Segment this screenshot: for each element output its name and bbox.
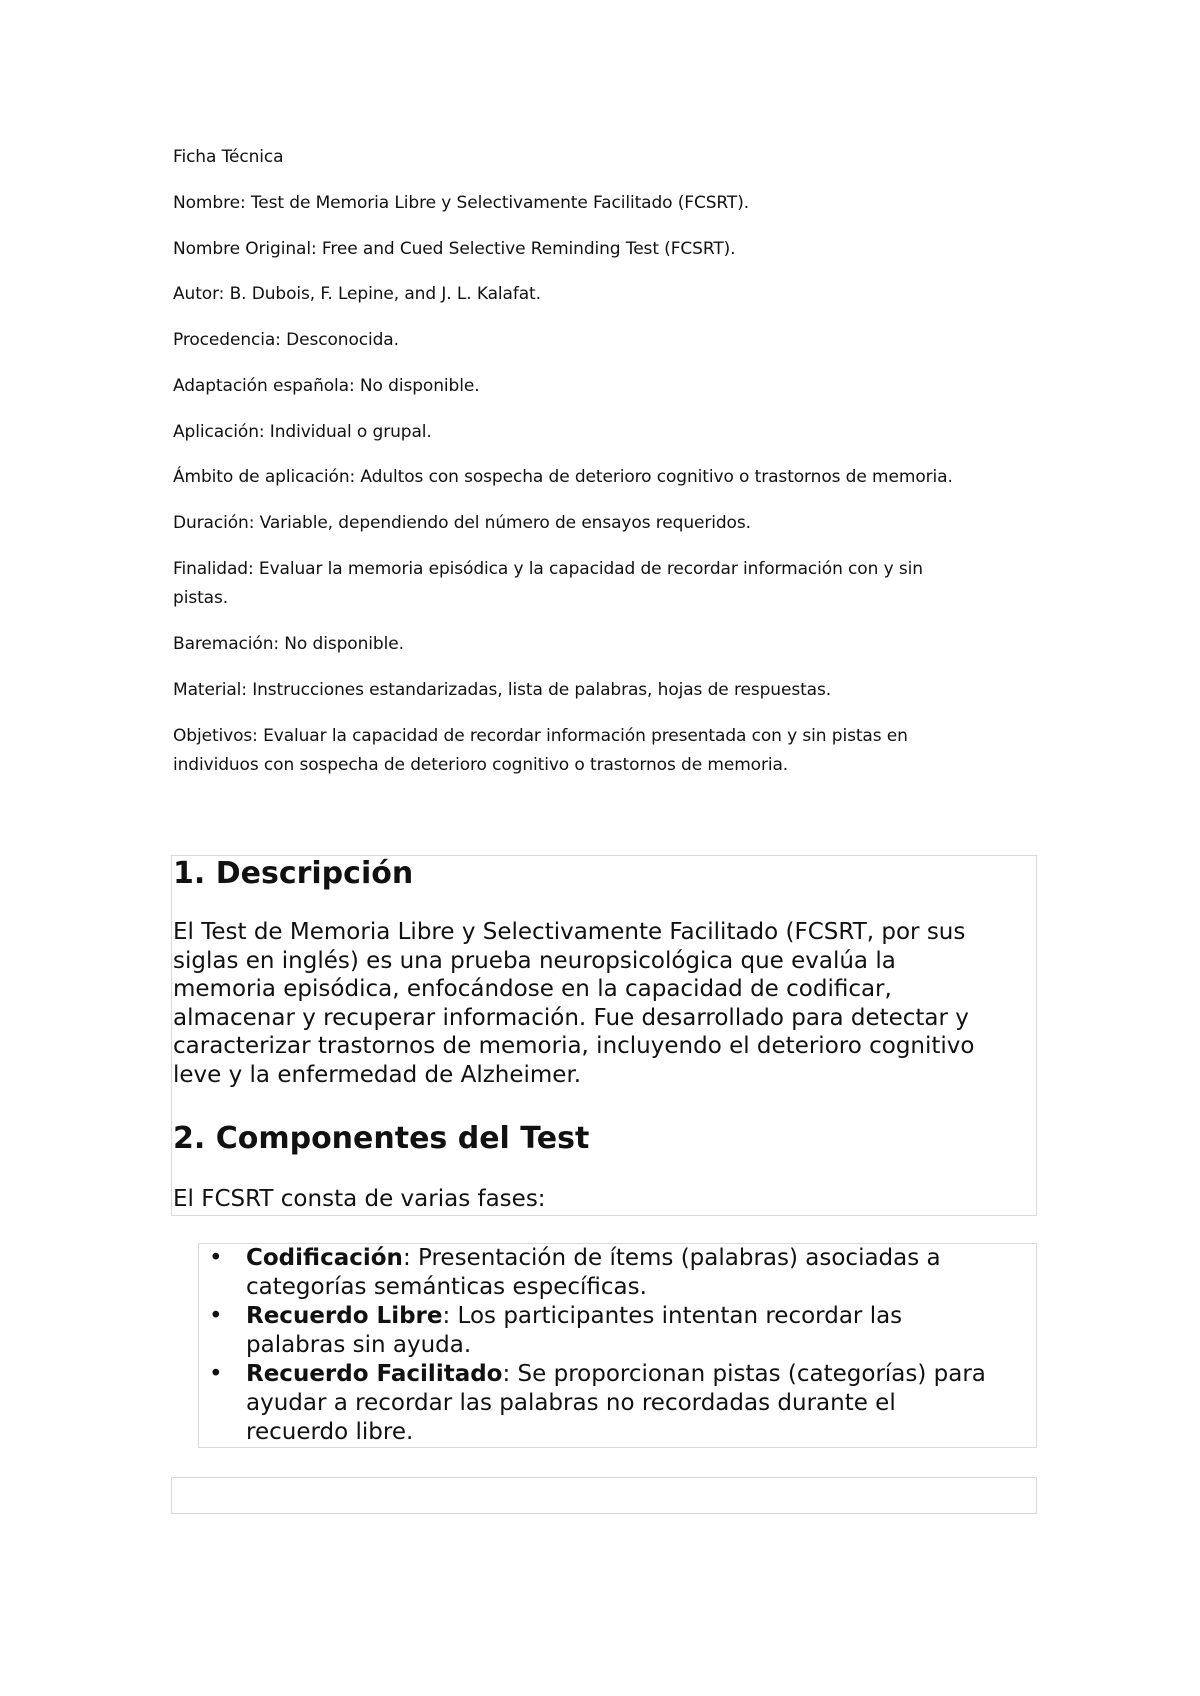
section1-line: siglas en inglés) es una prueba neuropsicológica que evalúa la [173,948,896,974]
section1-line: almacenar y recuperar información. Fue desarrollado para detectar y [173,1005,969,1031]
sheet-line-objetivos-cont: individuos con sospecha de deterioro cognitivo o trastornos de memoria. [173,755,789,775]
section2-heading: 2. Componentes del Test [173,1121,590,1156]
sheet-line-autor: Autor: B. Dubois, F. Lepine, and J. L. Kalafat. [173,284,541,304]
list-item-term: Recuerdo Facilitado [246,1361,503,1387]
list-item-text-cont: ayudar a recordar las palabras no recordadas durante el [246,1390,896,1416]
sheet-line-objetivos: Objetivos: Evaluar la capacidad de recordar información presentada con y sin pistas en [173,726,908,746]
section1-line: memoria episódica, enfocándose en la capacidad de codificar, [173,976,892,1002]
sheet-line-nombre: Nombre: Test de Memoria Libre y Selectivamente Facilitado (FCSRT). [173,193,750,213]
list-item-text-cont: categorías semánticas específicas. [246,1274,647,1300]
sheet-line-procedencia: Procedencia: Desconocida. [173,330,399,350]
sheet-line-finalidad-cont: pistas. [173,588,229,608]
section1-heading: 1. Descripción [173,856,414,891]
section1-line: leve y la enfermedad de Alzheimer. [173,1062,582,1088]
list-item-recuerdo-libre [200,1302,1036,1360]
sheet-line-ambito: Ámbito de aplicación: Adultos con sospecha de deterioro cognitivo o trastornos de memoria. [173,467,953,487]
sheet-line-aplicacion: Aplicación: Individual o grupal. [173,422,432,442]
bullet-icon: • [209,1245,223,1271]
list-item-text-cont: palabras sin ayuda. [246,1332,472,1358]
sheet-line-baremacion: Baremación: No disponible. [173,634,404,654]
list-item-text: : Los participantes intentan recordar las [442,1303,903,1329]
empty-box [171,1477,1037,1514]
list-item-recuerdo-facilitado [200,1360,1036,1447]
list-item-text: : Se proporcionan pistas (categorías) para [502,1361,986,1387]
bullet-icon: • [209,1361,223,1387]
components-list [200,1244,1036,1447]
sheet-line-adaptacion: Adaptación española: No disponible. [173,376,480,396]
sheet-line-nombre-original: Nombre Original: Free and Cued Selective Reminding Test (FCSRT). [173,239,736,259]
sheet-line-finalidad: Finalidad: Evaluar la memoria episódica y la capacidad de recordar información con y sin [173,559,923,579]
list-item-term: Codificación [246,1245,403,1271]
list-item-text: : Presentación de ítems (palabras) asociadas a [402,1245,941,1271]
list-item-term: Recuerdo Libre [246,1303,443,1329]
sheet-title: Ficha Técnica [173,147,284,167]
bullet-icon: • [209,1303,223,1329]
sheet-line-material: Material: Instrucciones estandarizadas, lista de palabras, hojas de respuestas. [173,680,832,700]
list-item-text-cont: recuerdo libre. [246,1419,414,1445]
list-item-codificacion [200,1244,1036,1302]
section2-intro: El FCSRT consta de varias fases: [173,1186,546,1212]
section1-line: caracterizar trastornos de memoria, incluyendo el deterioro cognitivo [173,1033,975,1059]
section1-line: El Test de Memoria Libre y Selectivamente Facilitado (FCSRT, por sus [173,919,966,945]
sheet-line-duracion: Duración: Variable, dependiendo del número de ensayos requeridos. [173,513,751,533]
